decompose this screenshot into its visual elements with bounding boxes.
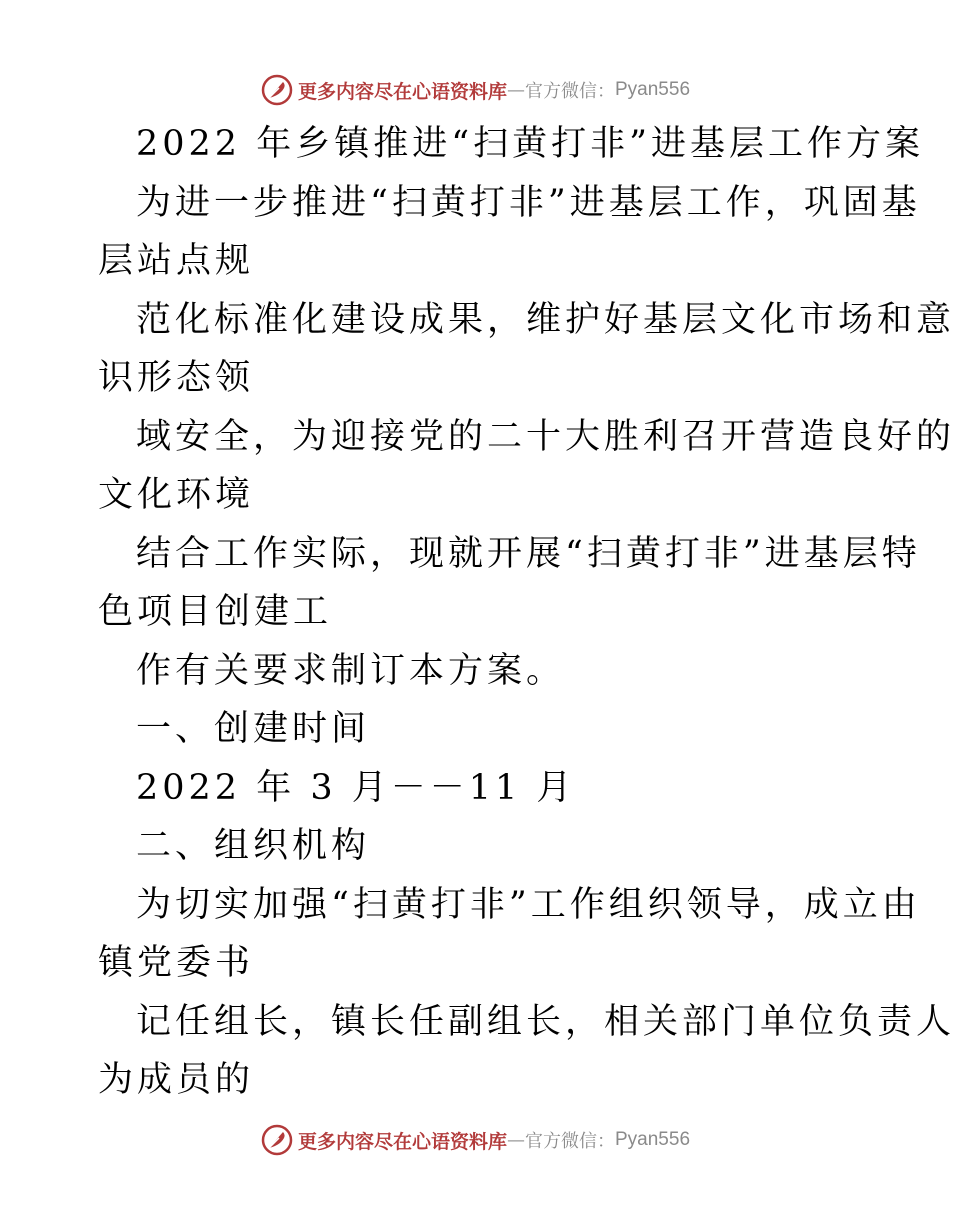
watermark-wechat-label: 官方微信： (525, 1131, 615, 1152)
text-line: 色项目创建工 (98, 592, 333, 632)
document-title: 2022 年乡镇推进“扫黄打非”进基层工作方案 (136, 124, 924, 164)
text-line: 结合工作实际，现就开展“扫黄打非”进基层特 (136, 533, 921, 574)
watermark-wechat-label: 官方微信： (525, 81, 615, 102)
watermark-header (0, 70, 950, 110)
section-heading: 一、创建时间 (136, 709, 371, 749)
text-line: 镇党委书 (98, 943, 255, 983)
watermark-text: 更多内容尽在心语资料库 (297, 80, 507, 103)
text-line: 为进一步推进“扫黄打非”进基层工作，巩固基 (136, 182, 921, 223)
watermark-footer (0, 1120, 950, 1160)
watermark-separator: — (507, 1129, 525, 1151)
watermark-wechat-id: Pyan556 (615, 1129, 691, 1150)
section-heading: 二、组织机构 (136, 826, 371, 866)
text-line: 文化环境 (98, 475, 255, 515)
text-line: 作有关要求制订本方案。 (136, 650, 566, 691)
text-line: 域安全，为迎接党的二十大胜利召开营造良好的 (136, 416, 955, 457)
text-line: 层站点规 (98, 241, 255, 281)
text-line: 记任组长，镇长任副组长，相关部门单位负责人 (136, 1001, 955, 1042)
text-line: 2022 年 3 月－－11 月 (136, 767, 576, 808)
text-line: 为成员的 (98, 1060, 255, 1100)
document-body (98, 115, 955, 1110)
watermark-wechat-id: Pyan556 (615, 79, 691, 100)
text-line: 识形态领 (98, 358, 255, 398)
feather-logo-icon (260, 73, 294, 107)
watermark-text: 更多内容尽在心语资料库 (297, 1130, 507, 1153)
watermark-separator: — (507, 79, 525, 101)
text-line: 为切实加强“扫黄打非”工作组织领导，成立由 (136, 884, 921, 925)
feather-logo-icon (260, 1123, 294, 1157)
text-line: 范化标准化建设成果，维护好基层文化市场和意 (136, 299, 955, 340)
